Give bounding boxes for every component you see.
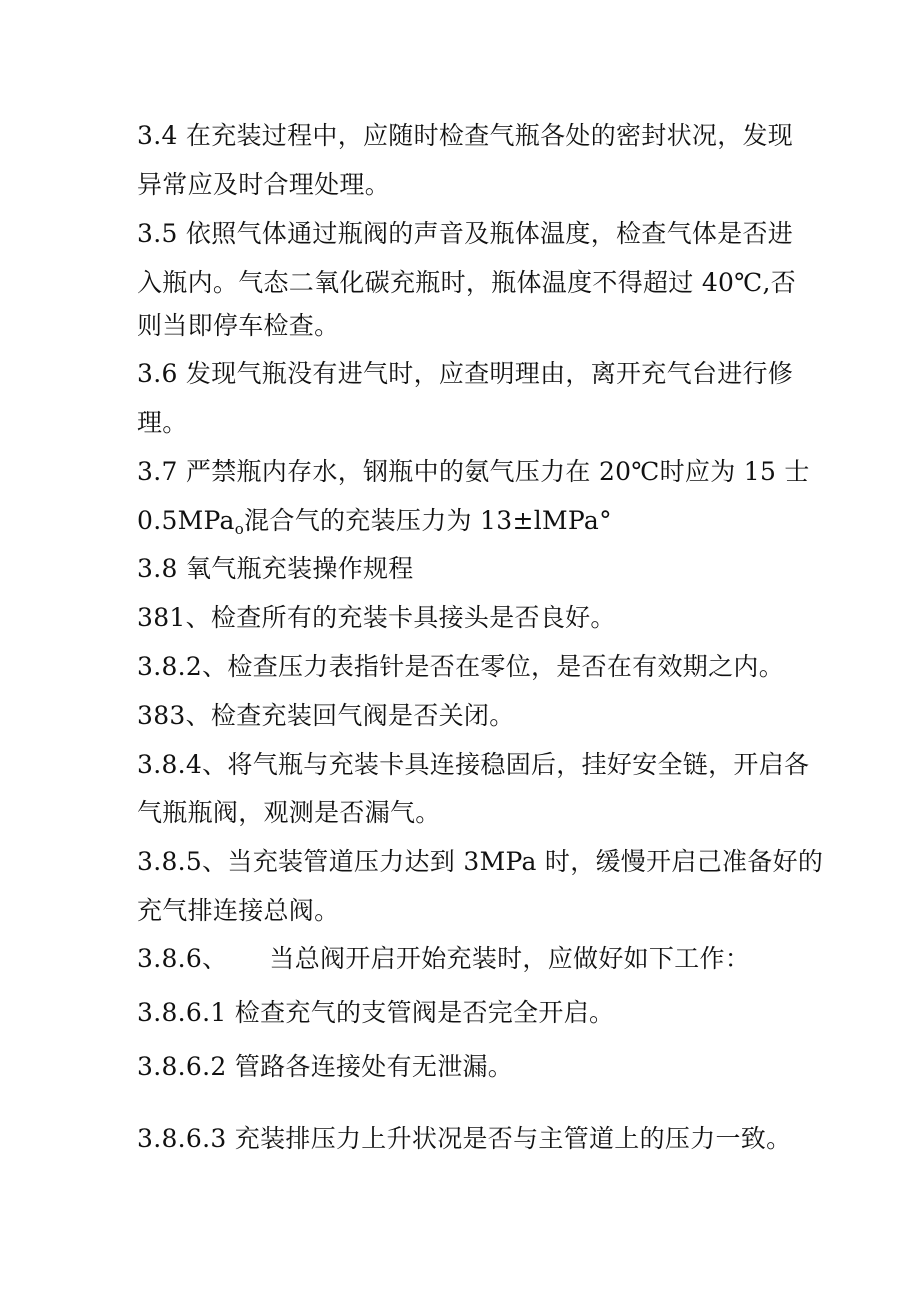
item-3-8-1: 381、检查所有的充装卡具接头是否良好。	[137, 603, 616, 632]
item-3-8-6-text: 当总阀开启开始充装时，应做好如下工作：	[269, 944, 751, 973]
item-3-8-6-number: 3.8.6、	[137, 944, 228, 973]
paragraph-3-5-line-3: 则当即停车检查。	[137, 311, 340, 340]
item-3-8-4-line-1: 3.8.4、将气瓶与充装卡具连接稳固后，挂好安全链，开启各	[137, 750, 810, 779]
mixed-gas-pressure-text: 混合气的充装压力为 13±lMPa°	[244, 506, 612, 535]
item-3-8-5-line-2: 充气排连接总阀。	[137, 896, 340, 925]
paragraph-3-7-line-2	[137, 505, 797, 545]
item-3-8-4-line-2: 气瓶瓶阀，观测是否漏气。	[137, 798, 441, 827]
paragraph-3-7-line-1: 3.7 严禁瓶内存水，钢瓶中的氨气压力在 20℃时应为 15 士	[137, 457, 810, 486]
item-3-8-5-line-1: 3.8.5、当充装管道压力达到 3MPa 时，缓慢开启己准备好的	[137, 847, 824, 876]
paragraph-3-4-line-2: 异常应及时合理处理。	[137, 170, 391, 199]
subscript-o: o	[234, 520, 245, 538]
section-heading-3-8: 3.8 氧气瓶充装操作规程	[137, 554, 414, 583]
paragraph-3-6-line-2: 理。	[137, 408, 188, 437]
item-3-8-6-3: 3.8.6.3 充装排压力上升状况是否与主管道上的压力一致。	[137, 1124, 792, 1153]
paragraph-3-5-line-1: 3.5 依照气体通过瓶阀的声音及瓶体温度，检查气体是否进	[137, 219, 794, 248]
item-3-8-6	[137, 943, 797, 975]
paragraph-3-4-line-1: 3.4 在充装过程中，应随时检查气瓶各处的密封状况，发现	[137, 121, 794, 150]
item-3-8-3: 383、检查充装回气阀是否关闭。	[137, 701, 515, 730]
pressure-value: 0.5MPa	[137, 506, 235, 535]
item-3-8-2: 3.8.2、检查压力表指针是否在零位，是否在有效期之内。	[137, 652, 785, 681]
paragraph-3-5-line-2: 入瓶内。气态二氧化碳充瓶时，瓶体温度不得超过 40℃,否	[137, 268, 797, 297]
item-3-8-6-1: 3.8.6.1 检查充气的支管阀是否完全开启。	[137, 998, 615, 1027]
item-3-8-6-2: 3.8.6.2 管路各连接处有无泄漏。	[137, 1052, 514, 1081]
paragraph-3-6-line-1: 3.6 发现气瓶没有进气时，应查明理由，离开充气台进行修	[137, 359, 794, 388]
